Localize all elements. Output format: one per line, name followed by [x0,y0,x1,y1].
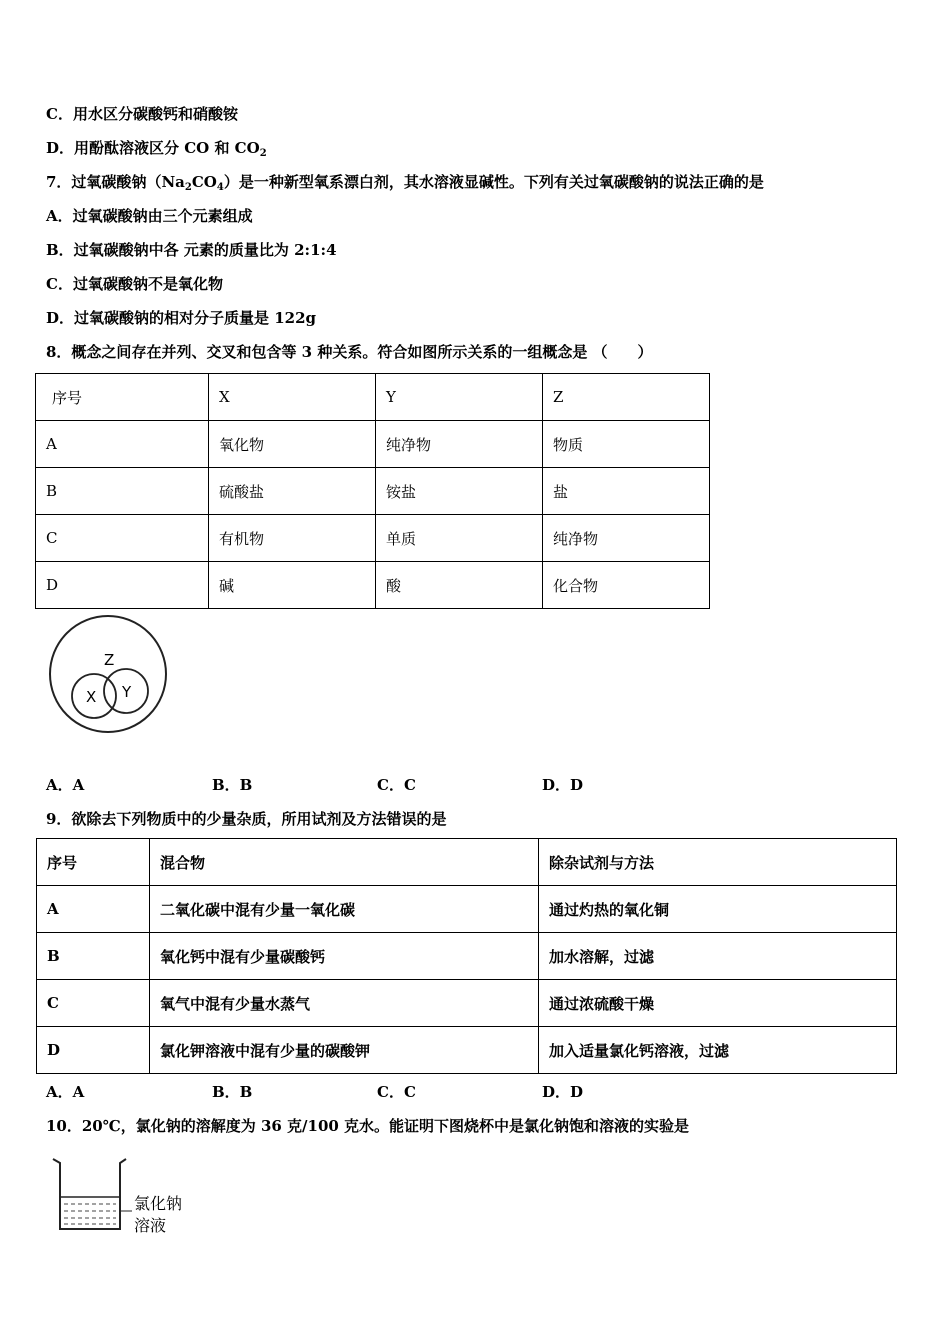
q9-choice-b: B．B [212,1083,253,1101]
table-cell: 氯化钾溶液中混有少量的碳酸钾 [150,1027,539,1074]
table-row [37,1027,897,1074]
q8-stem: 8．概念之间存在并列、交叉和包含等 3 种关系。符合如图所示关系的一组概念是 （ ） [46,343,653,361]
table-cell: 通过浓硫酸干燥 [539,980,897,1027]
table-cell: 化合物 [543,562,710,609]
table-cell: 酸 [376,562,543,609]
table-cell: 纯净物 [543,515,710,562]
q9-table [36,838,897,1074]
outer-circle-z [50,616,166,732]
header-cell: X [209,374,376,421]
table-cell: A [36,421,209,468]
table-cell: 有机物 [209,515,376,562]
table-cell: 二氧化碳中混有少量一氧化碳 [150,886,539,933]
q8-choice-d: D．D [542,776,584,794]
q6-option-c: C．用水区分碳酸钙和硝酸铵 [46,105,238,123]
table-row [37,933,897,980]
header-cell: 除杂试剂与方法 [539,839,897,886]
q6-option-d: D．用酚酞溶液区分 CO 和 $CO_2$ [46,139,267,159]
table-cell: 氧气中混有少量水蒸气 [150,980,539,1027]
table-cell: C [36,515,209,562]
table-cell: 硫酸盐 [209,468,376,515]
table-cell: D [37,1027,150,1074]
table-cell: B [36,468,209,515]
table-cell: 单质 [376,515,543,562]
q9-stem: 9．欲除去下列物质中的少量杂质，所用试剂及方法错误的是 [46,810,447,828]
table-row [36,515,710,562]
table-cell: 碱 [209,562,376,609]
table-row [37,980,897,1027]
table-cell: 加水溶解，过滤 [539,933,897,980]
table-header-row [36,374,710,421]
q7-option-a: A．过氧碳酸钠由三个元素组成 [46,207,253,225]
table-cell: 氧化钙中混有少量碳酸钙 [150,933,539,980]
header-cell: 序号 [36,374,209,421]
label-x: X [86,688,97,706]
q7-option-c: C．过氧碳酸钠不是氧化物 [46,275,223,293]
q9-choice-a: A．A [46,1083,85,1101]
table-row [36,421,710,468]
table-row [36,468,710,515]
beaker-label-line2: 溶液 [134,1216,167,1235]
q8-choice-a: A．A [46,776,85,794]
table-cell: 通过灼热的氧化铜 [539,886,897,933]
q9-choice-c: C．C [377,1083,416,1101]
table-cell: 物质 [543,421,710,468]
q7-option-d: D．过氧碳酸钠的相对分子质量是 122g [46,309,317,327]
q8-choice-b: B．B [212,776,253,794]
q8-choice-c: C．C [377,776,416,794]
q8-table [35,373,710,609]
q7-stem: 7．过氧碳酸钠$(Na_2CO_4)$是一种新型氧系漂白剂，其水溶液显碱性。下列有关过氧碳酸钠的说法正确的是 [46,173,764,193]
header-cell: 混合物 [150,839,539,886]
table-cell: 氧化物 [209,421,376,468]
table-cell: 铵盐 [376,468,543,515]
table-header-row [37,839,897,886]
table-cell: C [37,980,150,1027]
table-row [37,886,897,933]
q9-choice-d: D．D [542,1083,584,1101]
venn-diagram [44,612,174,737]
table-cell: A [37,886,150,933]
table-cell: D [36,562,209,609]
header-cell: 序号 [37,839,150,886]
table-cell: 加入适量氯化钙溶液，过滤 [539,1027,897,1074]
q7-option-b: B．过氧碳酸钠中各 元素的质量比为 2:1:4 [46,241,337,259]
label-z: Z [104,651,115,669]
q10-stem: 10．20℃，氯化钠的溶解度为 36 克/100 克水。能证明下图烧杯中是氯化钠饱和溶液的实验是 [46,1117,690,1135]
beaker-label-line1: 氯化钠 [134,1194,183,1213]
table-cell: 纯净物 [376,421,543,468]
table-cell: 盐 [543,468,710,515]
table-row [36,562,710,609]
header-cell: Y [376,374,543,421]
table-cell: B [37,933,150,980]
header-cell: Z [543,374,710,421]
beaker-diagram [48,1155,208,1245]
label-y: Y [122,683,132,701]
